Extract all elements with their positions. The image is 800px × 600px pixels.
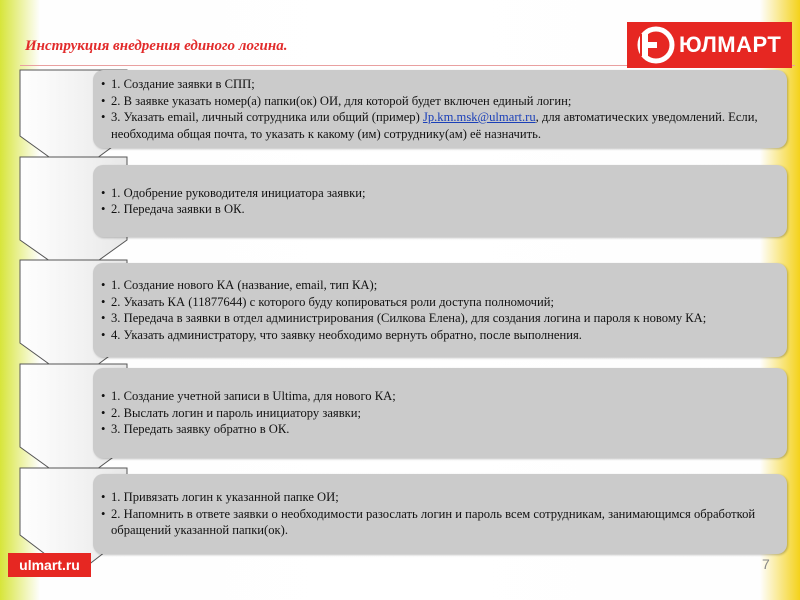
- list-item: • 3. Передать заявку обратно в ОК.: [101, 421, 779, 438]
- step-box-3: [93, 263, 787, 357]
- step-box-4: [93, 368, 787, 458]
- step-box-2: [93, 165, 787, 237]
- list-item: • 3. Передача в заявки в отдел администрирования (Силкова Елена), для создания логина и пароля к новому КА;: [101, 310, 779, 327]
- list-item: • 4. Указать администратору, что заявку необходимо вернуть обратно, после выполнения.: [101, 327, 779, 344]
- footer-logo: ulmart.ru: [8, 553, 91, 577]
- list-item: • 2. Напомнить в ответе заявки о необходимости разослать логин и пароль всем сотрудникам, занимающимся обработкой обращений указанной папки(ок).: [101, 506, 779, 539]
- step-box-5: [93, 474, 787, 554]
- list-item: • 2. В заявке указать номер(а) папки(ок) ОИ, для которой будет включен единый логин;: [101, 93, 779, 110]
- email-link[interactable]: Jp.km.msk@ulmart.ru: [422, 110, 536, 124]
- logo-text: ЮЛМАРТ: [679, 32, 782, 57]
- list-item: • 3. Указать email, личный сотрудника или общий (пример) Jp.km.msk@ulmart.ru, для автоматических уведомлений. Если, необходима общая почта, то указать к какому (им) сотруднику(ам) её назначить.: [101, 109, 779, 142]
- list-item: • 1. Создание заявки в СПП;: [101, 76, 779, 93]
- list-item: • 2. Выслать логин и пароль инициатору заявки;: [101, 405, 779, 422]
- list-item: • 2. Указать КА (11877644) с которого буду копироваться роли доступа полномочий;: [101, 294, 779, 311]
- list-item: • 1. Одобрение руководителя инициатора заявки;: [101, 185, 779, 202]
- list-item: • 1. Создание нового КА (название, email, тип КА);: [101, 277, 779, 294]
- step-box-1: [93, 70, 787, 148]
- list-item: • 1. Привязать логин к указанной папке ОИ;: [101, 489, 779, 506]
- list-item: • 2. Передача заявки в ОК.: [101, 201, 779, 218]
- page-title: Инструкция внедрения единого логина.: [25, 38, 288, 54]
- page-number: 7: [762, 556, 770, 572]
- list-item: • 1. Создание учетной записи в Ultima, для нового КА;: [101, 388, 779, 405]
